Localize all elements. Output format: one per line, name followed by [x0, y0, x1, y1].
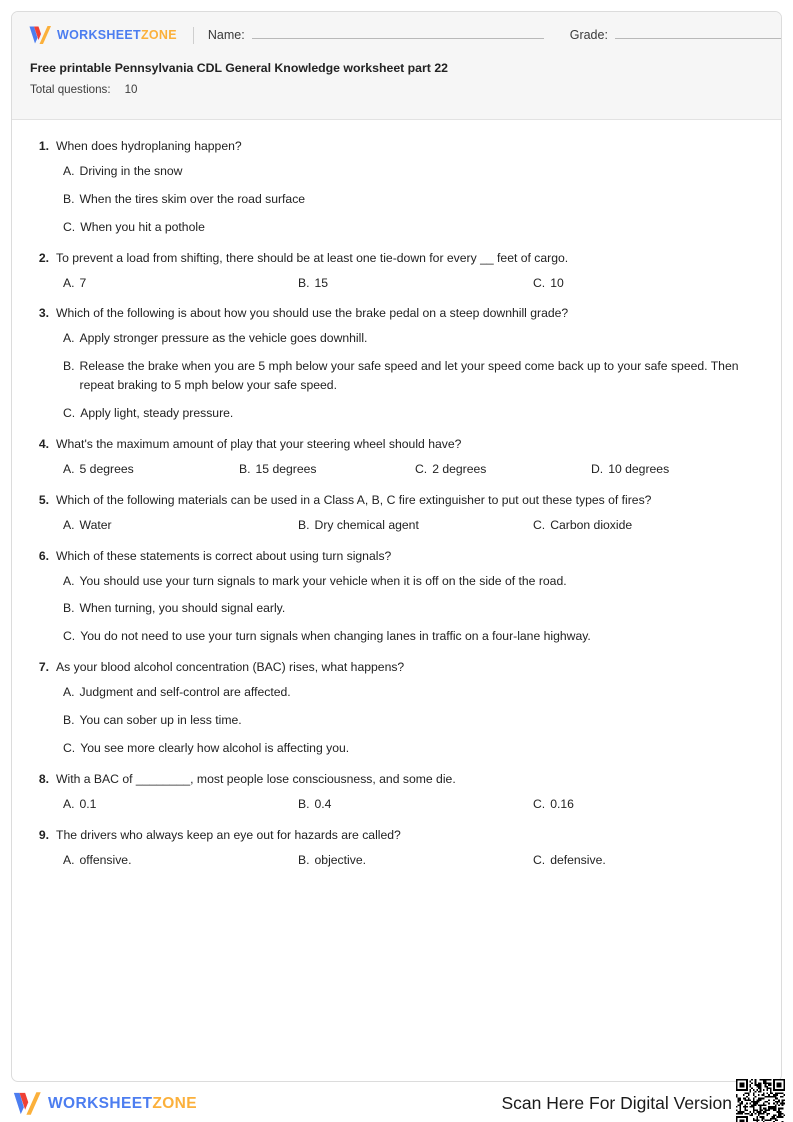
- question-text: Which of the following materials can be used in a Class A, B, C fire extinguisher to put out these types of fires?: [56, 492, 652, 507]
- option-letter: C.: [533, 275, 546, 290]
- question-head: [34, 826, 759, 845]
- option-text: Apply stronger pressure as the vehicle goes downhill.: [79, 331, 368, 346]
- option-item[interactable]: [63, 274, 298, 293]
- question-text: As your blood alcohol concentration (BAC) rises, what happens?: [56, 660, 405, 675]
- option-text: When turning, you should signal early.: [79, 601, 286, 616]
- brand-name-primary: WORKSHEET: [57, 28, 141, 42]
- option-text: Dry chemical agent: [314, 517, 419, 532]
- question-item: [34, 249, 759, 293]
- option-list: [34, 329, 759, 423]
- footer-brand-primary: WORKSHEET: [48, 1094, 153, 1112]
- question-item: [34, 658, 759, 758]
- worksheet-card: [11, 11, 782, 1082]
- option-text: defensive.: [550, 852, 606, 867]
- option-item[interactable]: [533, 851, 768, 870]
- question-item: [34, 770, 759, 814]
- option-letter: A.: [63, 685, 75, 700]
- option-letter: B.: [63, 601, 75, 616]
- question-head: [34, 304, 759, 323]
- option-letter: B.: [63, 359, 75, 374]
- question-text: The drivers who always keep an eye out for hazards are called?: [56, 827, 401, 842]
- option-text: offensive.: [79, 852, 132, 867]
- option-letter: B.: [298, 796, 310, 811]
- question-head: [34, 491, 759, 510]
- option-letter: A.: [63, 573, 75, 588]
- option-row: [34, 795, 759, 814]
- footer-brand-secondary: ZONE: [152, 1094, 198, 1112]
- option-row: [34, 851, 759, 870]
- option-item[interactable]: [239, 460, 415, 479]
- page-title: Free printable Pennsylvania CDL General Knowledge worksheet part 22: [30, 61, 448, 75]
- option-letter: C.: [63, 740, 76, 755]
- question-text: Which of these statements is correct about using turn signals?: [56, 548, 392, 563]
- brand-logo-text: [57, 28, 177, 42]
- question-number: 3.: [38, 306, 49, 321]
- option-letter: B.: [298, 852, 310, 867]
- option-item[interactable]: [533, 516, 768, 535]
- option-text: You should use your turn signals to mark your vehicle when it is off on the side of the road.: [79, 573, 567, 588]
- option-text: Apply light, steady pressure.: [80, 406, 234, 421]
- option-letter: B.: [63, 713, 75, 728]
- worksheetzone-logo-icon: [28, 25, 52, 45]
- option-letter: A.: [63, 852, 75, 867]
- footer-brand-logo: [12, 1091, 197, 1116]
- name-field-rule[interactable]: [252, 28, 544, 39]
- question-item: [34, 304, 759, 423]
- header-divider: [193, 27, 194, 44]
- question-text: With a BAC of ________, most people lose consciousness, and some die.: [56, 771, 456, 786]
- scan-prompt-text: Scan Here For Digital Version: [501, 1093, 732, 1113]
- total-questions-value: 10: [124, 82, 138, 96]
- option-text: 10 degrees: [608, 461, 670, 476]
- option-text: 15 degrees: [255, 461, 317, 476]
- option-item[interactable]: [63, 460, 239, 479]
- option-text: Judgment and self-control are affected.: [79, 685, 291, 700]
- worksheetzone-logo-icon: [12, 1091, 42, 1116]
- question-head: [34, 137, 759, 156]
- option-text: 5 degrees: [79, 461, 134, 476]
- option-item[interactable]: [63, 572, 759, 591]
- option-item[interactable]: [63, 404, 759, 423]
- option-letter: A.: [63, 163, 75, 178]
- option-text: You do not need to use your turn signals when changing lanes in traffic on a four-lane highway.: [80, 629, 591, 644]
- questions-list: [12, 120, 781, 891]
- question-head: [34, 249, 759, 268]
- option-text: 2 degrees: [432, 461, 487, 476]
- name-field[interactable]: [208, 28, 544, 42]
- option-letter: B.: [239, 461, 251, 476]
- question-item: [34, 826, 759, 870]
- option-text: 7: [79, 275, 87, 290]
- header-title-block: [12, 58, 781, 98]
- option-letter: C.: [415, 461, 428, 476]
- option-text: You can sober up in less time.: [79, 713, 242, 728]
- question-head: [34, 435, 759, 454]
- question-number: 2.: [38, 250, 49, 265]
- option-list: [34, 683, 759, 758]
- option-item[interactable]: [63, 218, 759, 237]
- option-text: Driving in the snow: [79, 163, 183, 178]
- option-letter: A.: [63, 517, 75, 532]
- option-item[interactable]: [415, 460, 591, 479]
- question-item: [34, 491, 759, 535]
- grade-field[interactable]: [570, 28, 782, 42]
- question-text: What's the maximum amount of play that your steering wheel should have?: [56, 436, 462, 451]
- option-item[interactable]: [533, 795, 768, 814]
- option-letter: A.: [63, 331, 75, 346]
- question-item: [34, 137, 759, 237]
- question-number: 6.: [38, 548, 49, 563]
- option-row: [34, 460, 759, 479]
- total-questions-label: Total questions:: [30, 82, 111, 96]
- option-letter: A.: [63, 461, 75, 476]
- brand-logo: [28, 25, 177, 45]
- option-item[interactable]: [63, 683, 759, 702]
- option-text: When the tires skim over the road surface: [79, 191, 306, 206]
- page-footer: [0, 1085, 793, 1122]
- option-row: [34, 516, 759, 535]
- option-letter: B.: [298, 517, 310, 532]
- option-letter: B.: [63, 191, 75, 206]
- option-item[interactable]: [298, 795, 533, 814]
- option-item[interactable]: [63, 162, 759, 181]
- option-letter: A.: [63, 796, 75, 811]
- question-number: 5.: [38, 492, 49, 507]
- option-row: [34, 274, 759, 293]
- option-item[interactable]: [63, 357, 759, 395]
- question-number: 8.: [38, 771, 49, 786]
- option-list: [34, 162, 759, 237]
- option-letter: C.: [63, 629, 76, 644]
- total-questions: [30, 82, 763, 98]
- question-head: [34, 547, 759, 566]
- option-text: When you hit a pothole: [80, 219, 205, 234]
- question-number: 9.: [38, 827, 49, 842]
- option-item[interactable]: [63, 329, 759, 348]
- option-item[interactable]: [591, 460, 767, 479]
- option-text: 0.4: [314, 796, 332, 811]
- option-item[interactable]: [63, 599, 759, 618]
- worksheet-header: [12, 12, 781, 120]
- brand-name-secondary: ZONE: [140, 28, 177, 42]
- name-field-label: Name:: [207, 28, 245, 42]
- question-head: [34, 770, 759, 789]
- option-letter: C.: [533, 517, 546, 532]
- option-text: Carbon dioxide: [550, 517, 633, 532]
- grade-field-label: Grade:: [569, 28, 608, 42]
- question-text: To prevent a load from shifting, there should be at least one tie-down for every __ feet of cargo.: [56, 250, 569, 265]
- option-item[interactable]: [63, 711, 759, 730]
- option-text: 15: [314, 275, 329, 290]
- option-item[interactable]: [298, 274, 533, 293]
- option-item[interactable]: [63, 627, 759, 646]
- header-top-row: [12, 12, 781, 58]
- footer-brand-text: [48, 1095, 197, 1113]
- option-text: objective.: [314, 852, 367, 867]
- option-text: 0.16: [550, 796, 574, 811]
- option-letter: C.: [533, 796, 546, 811]
- option-item[interactable]: [63, 739, 759, 758]
- qr-code-icon[interactable]: [736, 1079, 785, 1122]
- option-letter: C.: [533, 852, 546, 867]
- option-list: [34, 572, 759, 647]
- option-item[interactable]: [298, 851, 533, 870]
- question-head: [34, 658, 759, 677]
- grade-field-rule[interactable]: [615, 28, 782, 39]
- option-text: 10: [550, 275, 564, 290]
- option-letter: B.: [298, 275, 310, 290]
- option-letter: D.: [591, 461, 604, 476]
- option-item[interactable]: [63, 190, 759, 209]
- option-text: You see more clearly how alcohol is affecting you.: [80, 740, 350, 755]
- question-item: [34, 547, 759, 647]
- option-item[interactable]: [63, 516, 298, 535]
- option-letter: C.: [63, 219, 76, 234]
- option-item[interactable]: [533, 274, 768, 293]
- option-item[interactable]: [63, 851, 298, 870]
- question-number: 4.: [38, 436, 49, 451]
- question-text: Which of the following is about how you should use the brake pedal on a steep downhill grade?: [56, 306, 569, 321]
- option-item[interactable]: [298, 516, 533, 535]
- question-text: When does hydroplaning happen?: [56, 139, 242, 153]
- option-letter: A.: [63, 275, 75, 290]
- question-number: 1.: [38, 139, 49, 153]
- question-item: [34, 435, 759, 479]
- option-text: 0.1: [79, 796, 97, 811]
- footer-scan-block: [501, 1079, 785, 1122]
- option-text: Water: [79, 517, 112, 532]
- option-item[interactable]: [63, 795, 298, 814]
- question-number: 7.: [38, 660, 49, 675]
- option-letter: C.: [63, 406, 76, 421]
- option-text: Release the brake when you are 5 mph below your safe speed and let your speed come back up to your safe speed. Then repeat braking to 5 mph below your safe speed.: [79, 359, 739, 393]
